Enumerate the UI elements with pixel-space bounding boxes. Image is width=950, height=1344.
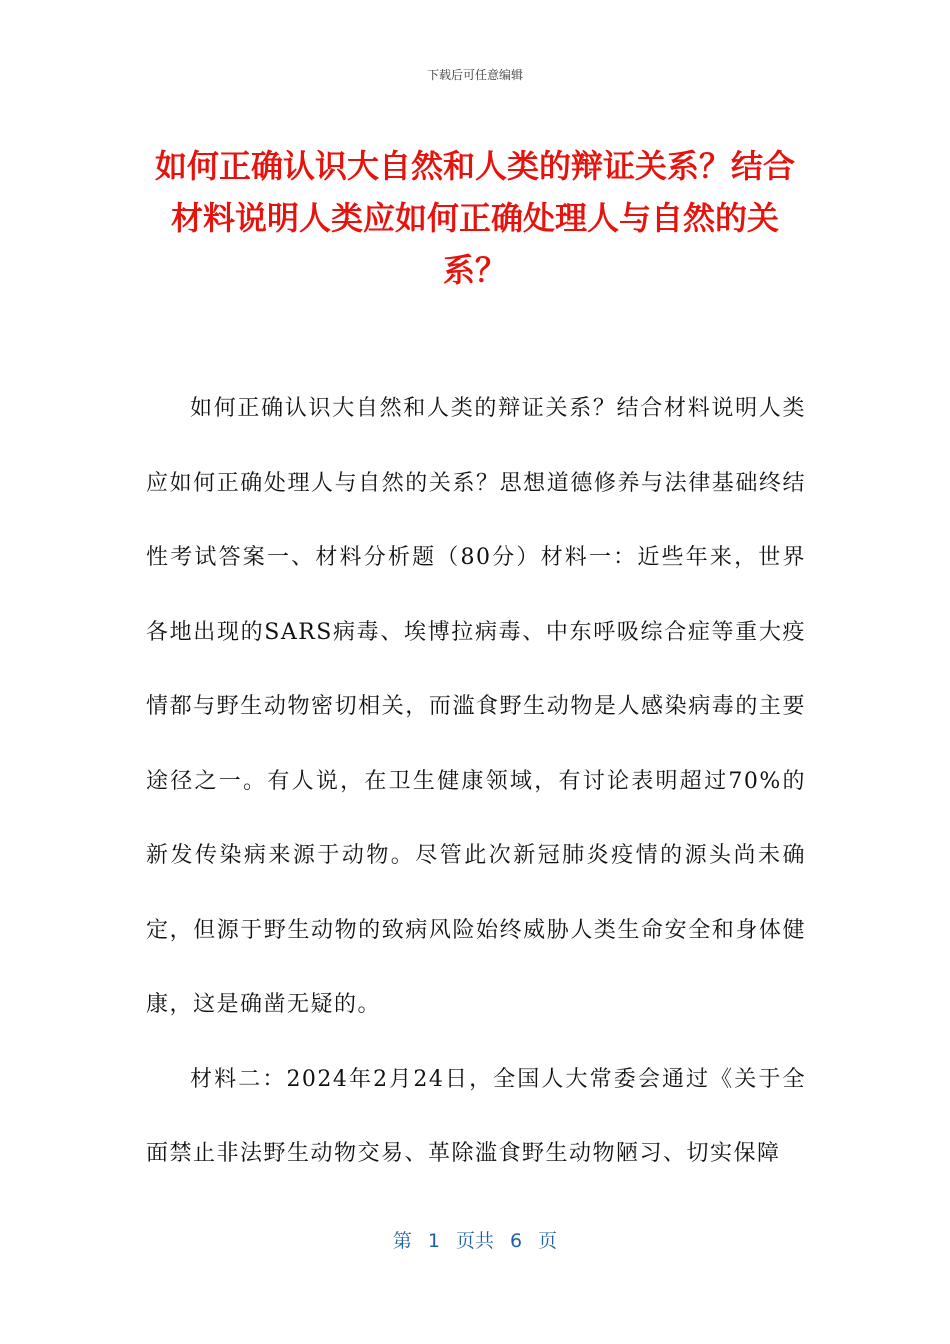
document-title: 如何正确认识大自然和人类的辩证关系？结合材料说明人类应如何正确处理人与自然的关系？ — [154, 147, 795, 289]
header-note: 下载后可任意编辑 — [426, 68, 523, 82]
paragraph-2: 材料二：2024年2月24日，全国人大常委会通过《关于全面禁止非法野生动物交易、革除滥食野生动物陋习、切实保障 — [146, 1066, 806, 1166]
page-footer: 第 1 页共 6 页 — [392, 1230, 558, 1252]
document-body — [146, 372, 806, 1192]
paragraph-1: 如何正确认识大自然和人类的辩证关系？结合材料说明人类应如何正确处理人与自然的关系？思想道德修养与法律基础终结性考试答案一、材料分析题（80分）材料一：近些年来，世界各地出现的SARS病毒、埃博拉病毒、中东呼吸综合症等重大疫情都与野生动物密切相关，而滥食野生动物是人感染病毒的主要途径之一。有人说，在卫生健康领域，有讨论表明超过70%的新发传染病来源于动物。尽管此次新冠肺炎疫情的源头尚未确定，但源于野生动物的致病风险始终威胁人类生命安全和身体健康，这是确凿无疑的。 — [146, 396, 806, 1017]
